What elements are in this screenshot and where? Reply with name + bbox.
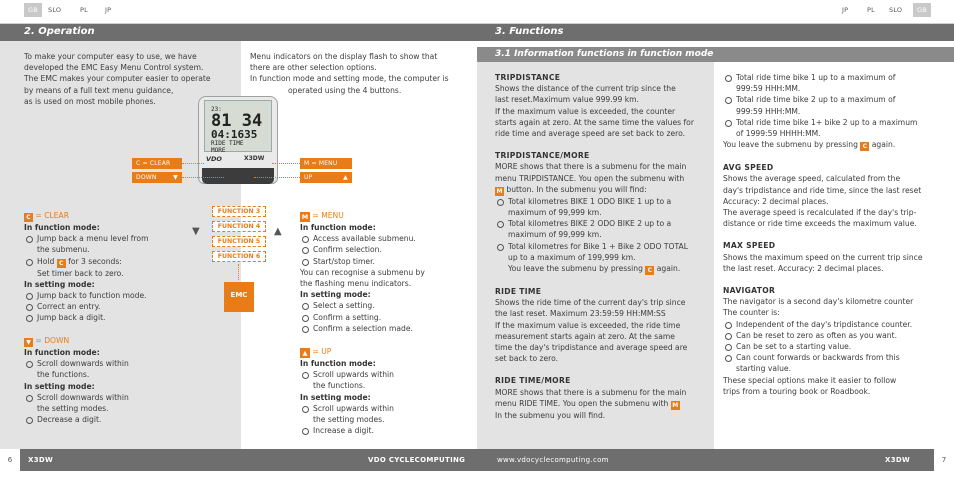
up-arrow-icon: ▲	[343, 174, 348, 181]
function-6-box: FUNCTION 6	[212, 251, 266, 262]
tripdistance-heading: TRIPDISTANCE	[495, 73, 561, 82]
label-c-clear: C = CLEAR	[132, 158, 182, 169]
down-key-icon: ▼	[24, 338, 33, 347]
c-key-icon-inline: C	[57, 259, 66, 268]
footer-brand: VDO CYCLECOMPUTING	[368, 456, 466, 464]
display-top-digits: 23:	[211, 106, 222, 113]
avg-speed-heading: AVG SPEED	[723, 163, 774, 173]
section-header-operation	[0, 24, 477, 41]
display-main-digits: 81 34	[211, 111, 263, 131]
lang-slo-right[interactable]: SLO	[889, 6, 903, 14]
function-4-box: FUNCTION 4	[212, 221, 266, 232]
section-header-functions	[477, 24, 954, 41]
emc-logo: EMC	[224, 282, 254, 312]
scroll-down-arrow-icon: ▼	[192, 226, 200, 237]
down-button-description: ▼ = DOWN In function mode: Scroll downwards within the functions. In setting mode: Scroll downwards within the setting modes. Decrease a digit.	[24, 335, 234, 425]
lang-pl-right[interactable]: PL	[867, 6, 875, 14]
footer-url[interactable]: www.vdocyclecomputing.com	[497, 456, 609, 464]
navigator-heading: NAVIGATOR	[723, 286, 776, 296]
scroll-up-arrow-icon: ▲	[274, 226, 282, 237]
subsection-title: 3.1 Information functions in function mode	[495, 49, 714, 59]
device-model: X3DW	[244, 155, 265, 162]
ride-time-heading: RIDE TIME	[495, 287, 542, 297]
lang-jp[interactable]: JP	[105, 6, 112, 14]
footer-model-right: X3DW	[885, 456, 910, 464]
subsection-header	[477, 47, 954, 62]
ride-time-more-heading: RIDE TIME/MORE	[495, 376, 571, 386]
display-mid-digits: 04:1635	[211, 128, 258, 141]
functions-column-2: Total ride time bike 1 up to a maximum of 999:59 HHH:MM. Total ride time bike 2 up to a maximum of 999:59 HHH:MM. Total ride time bike 1+ bike 2 up to a maximum of 1999:59 HHHH:MM. You leave the submenu by pressing C again. AVG SPEED Shows the average speed, calculated from the day's tripdistance and ride time, since the last reset Accuracy: 2 decimal places. The average speed is recalculated if the day's trip- distance or ride time exceeds the maximum value. MAX SPEED Shows the maximum speed on the current trip since the last reset. Accuracy: 2 decimal places. NAVIGATOR The navigator is a second day's kilometre counter The counter is: Independent of the day's tripdistance counter. Can be reset to zero as often as you want. Can be set to a starting value. Can count forwards or backwards from this starting value. These special options make it easier to follow trips from a touring book or Roadbook.	[723, 72, 949, 397]
lang-pl[interactable]: PL	[80, 6, 88, 14]
tripdistance-more-heading: TRIPDISTANCE/MORE	[495, 151, 590, 161]
m-key-icon-trip: M	[496, 187, 503, 195]
down-arrow-icon: ▼	[173, 174, 178, 181]
functions-column-1: TRIPDISTANCE Shows the distance of the current trip since the last reset.Maximum value 999.99 km. If the maximum value is exceeded, the counter starts again at zero. At the same time the values for ride time and average speed are set back to zero. TRIPDISTANCE/MORE MORE shows that there is a submenu for the main menu TRIPDISTANCE. You open the submenu with M button. In the submenu you will find: Total kilometres BIKE 1 ODO BIKE 1 up to a maximum of 99,999 km. Total kilometres BIKE 2 ODO BIKE 2 up to a maximum of 99,999 km. Total kilometres for Bike 1 + Bike 2 ODO TOTAL up to a maximum of 199,999 km. You leave the submenu by pressing C again. RIDE TIME Shows the ride time of the current day's trip since the last reset. Maximum 23:59:59 HH:MM:SS If the maximum value is exceeded, the ride time measurement starts again at zero. At the same time the day's tripdistance and average speed are set back to zero. RIDE TIME/MORE MORE shows that there is a submenu for the main menu RIDE TIME. You open the submenu with M In the submenu you will find.	[495, 72, 709, 421]
footer-right	[477, 449, 934, 471]
function-5-box: FUNCTION 5	[212, 236, 266, 247]
device-brand: VDO	[206, 155, 222, 163]
m-key-icon-ride: M	[672, 401, 679, 409]
section-title-functions: 3. Functions	[495, 26, 564, 37]
up-key-icon: ▲	[300, 348, 310, 358]
menu-intro-text: Menu indicators on the display flash to show that there are other selection options. In function mode and setting mode, the computer is operated using the 4 buttons.	[250, 52, 449, 95]
lang-slo[interactable]: SLO	[48, 6, 62, 14]
language-bar-right	[477, 0, 954, 24]
footer-model-left: X3DW	[28, 456, 53, 464]
function-3-box: FUNCTION 3	[212, 206, 266, 217]
device-display	[204, 100, 272, 152]
language-bar-left	[0, 0, 477, 24]
clear-button-description: C = CLEAR In function mode: Jump back a menu level from the submenu. Hold C for 3 seconds: Set timer back to zero. In setting mode: Jump back to function mode. Correct an entry. Jump back a digit.	[24, 210, 234, 324]
label-up: UP ▲	[300, 172, 352, 183]
page-number-right: 7	[934, 449, 954, 471]
c-key-icon-col2: C	[860, 142, 869, 151]
label-down: DOWN ▼	[132, 172, 182, 183]
menu-button-description: M = MENU In function mode: Access available submenu. Confirm selection. Start/stop timer. You can recognise a submenu by the flashing menu indicators. In setting mode: Select a setting. Confirm a setting. Confirm a selection made.	[300, 210, 472, 334]
display-more: MORE	[211, 147, 226, 154]
c-key-icon-trip: C	[645, 266, 654, 275]
lang-jp-right[interactable]: JP	[842, 6, 849, 14]
display-ride-time: RIDE TIME	[211, 140, 244, 147]
footer-left	[20, 449, 477, 471]
max-speed-heading: MAX SPEED	[723, 241, 776, 251]
up-button-description: ▲ = UP In function mode: Scroll upwards within the functions. In setting mode: Scroll upwards within the setting modes. Increase a digit.	[300, 346, 472, 436]
section-title-operation: 2. Operation	[24, 26, 95, 37]
page-number-left: 6	[0, 449, 20, 471]
m-key-icon: M	[301, 213, 309, 221]
c-key-icon: C	[24, 213, 33, 222]
intro-text: To make your computer easy to use, we have developed the EMC Easy Menu Control system. The EMC makes your computer easier to operate by means of a full text menu guidance, as is used on most mobile phones.	[24, 52, 211, 106]
label-m-menu: M = MENU	[300, 158, 352, 169]
device-button-strip	[202, 168, 274, 184]
lang-gb-right[interactable]: GB	[913, 3, 931, 17]
lang-gb[interactable]: GB	[24, 3, 42, 17]
cycle-computer-device	[198, 96, 278, 184]
